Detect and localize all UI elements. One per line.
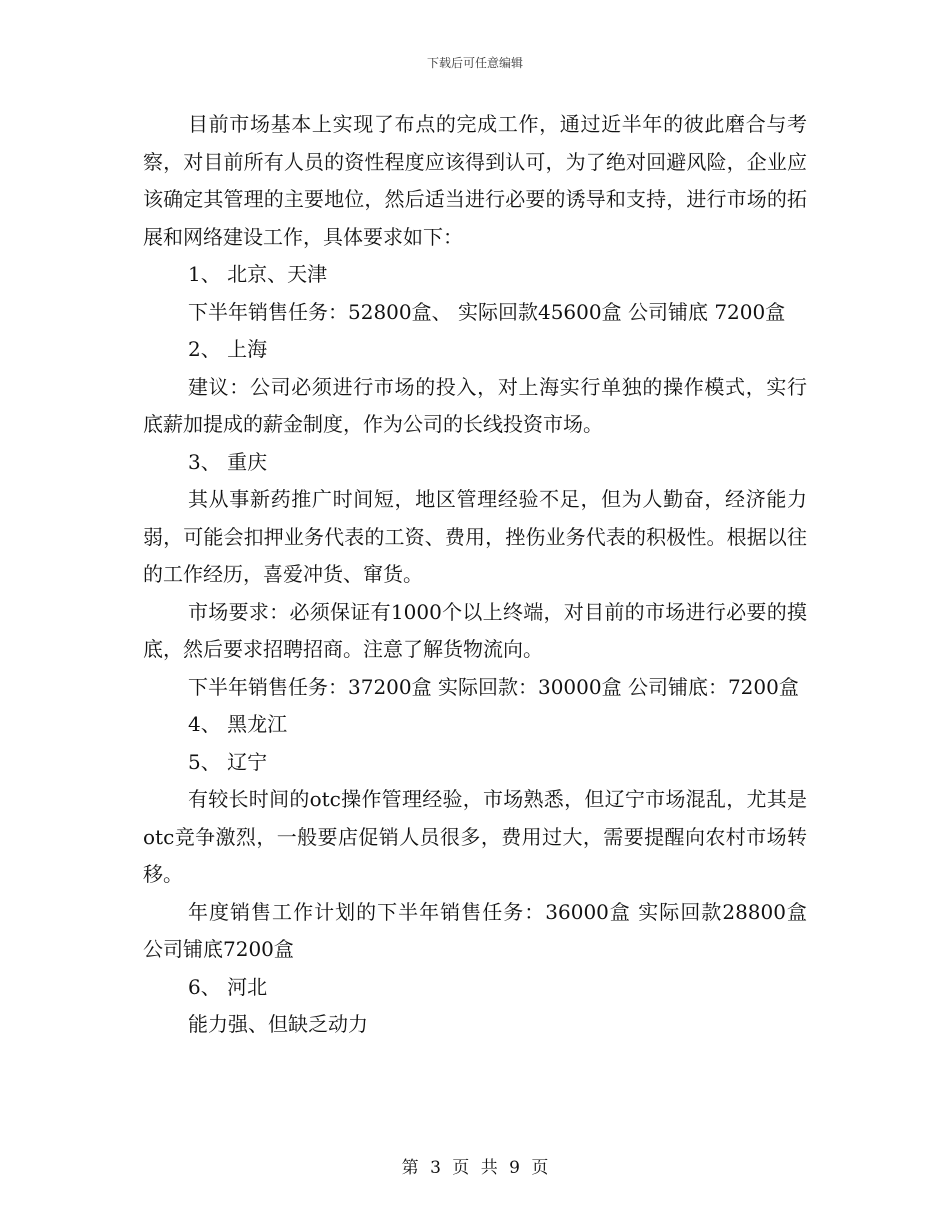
section-heading-heilongjiang: 4、 黑龙江 — [188, 712, 288, 736]
document-body — [143, 106, 807, 1044]
paragraph-liaoning-assessment: 有较长时间的otc操作管理经验，市场熟悉，但辽宁市场混乱，尤其是otc竞争激烈，一般要店促销人员很多，费用过大，需要提醒向农村市场转移。 — [143, 787, 807, 886]
paragraph-chongqing-sales-task: 下半年销售任务：37200盒 实际回款：30000盒 公司铺底：7200盒 — [188, 674, 799, 699]
paragraph-hebei-assessment: 能力强、但缺乏动力 — [188, 1012, 368, 1036]
paragraph-chongqing-market-requirements: 市场要求：必须保证有1000个以上终端，对目前的市场进行必要的摸底，然后要求招聘招商。注意了解货物流向。 — [143, 599, 807, 661]
section-heading-liaoning: 5、 辽宁 — [188, 749, 268, 774]
paragraph-liaoning-sales-task: 年度销售工作计划的下半年销售任务：36000盒 实际回款28800盒 公司铺底7200盒 — [143, 899, 807, 961]
page-number-footer: 第 3 页 共 9 页 — [401, 1158, 549, 1178]
paragraph-shanghai-suggestion: 建议：公司必须进行市场的投入，对上海实行单独的操作模式，实行底薪加提成的薪金制度，作为公司的长线投资市场。 — [143, 374, 807, 436]
page-header: 下载后可任意编辑 — [426, 56, 523, 70]
paragraph-chongqing-assessment: 其从事新药推广时间短，地区管理经验不足，但为人勤奋，经济能力弱，可能会扣押业务代表的工资、费用，挫伤业务代表的积极性。根据以往的工作经历，喜爱冲货、窜货。 — [143, 487, 807, 586]
section-heading-hebei: 6、 河北 — [188, 974, 268, 999]
section-heading-shanghai: 2、 上海 — [188, 337, 268, 361]
section-heading-beijing-tianjin: 1、 北京、天津 — [188, 262, 328, 286]
paragraph-intro: 目前市场基本上实现了布点的完成工作，通过近半年的彼此磨合与考察，对目前所有人员的资性程度应该得到认可，为了绝对回避风险，企业应该确定其管理的主要地位，然后适当进行必要的诱导和支持，进行市场的拓展和网络建设工作，具体要求如下： — [143, 112, 807, 249]
section-heading-chongqing: 3、 重庆 — [188, 449, 268, 474]
paragraph-beijing-sales-task: 下半年销售任务：52800盒、 实际回款45600盒 公司铺底 7200盒 — [188, 299, 786, 324]
